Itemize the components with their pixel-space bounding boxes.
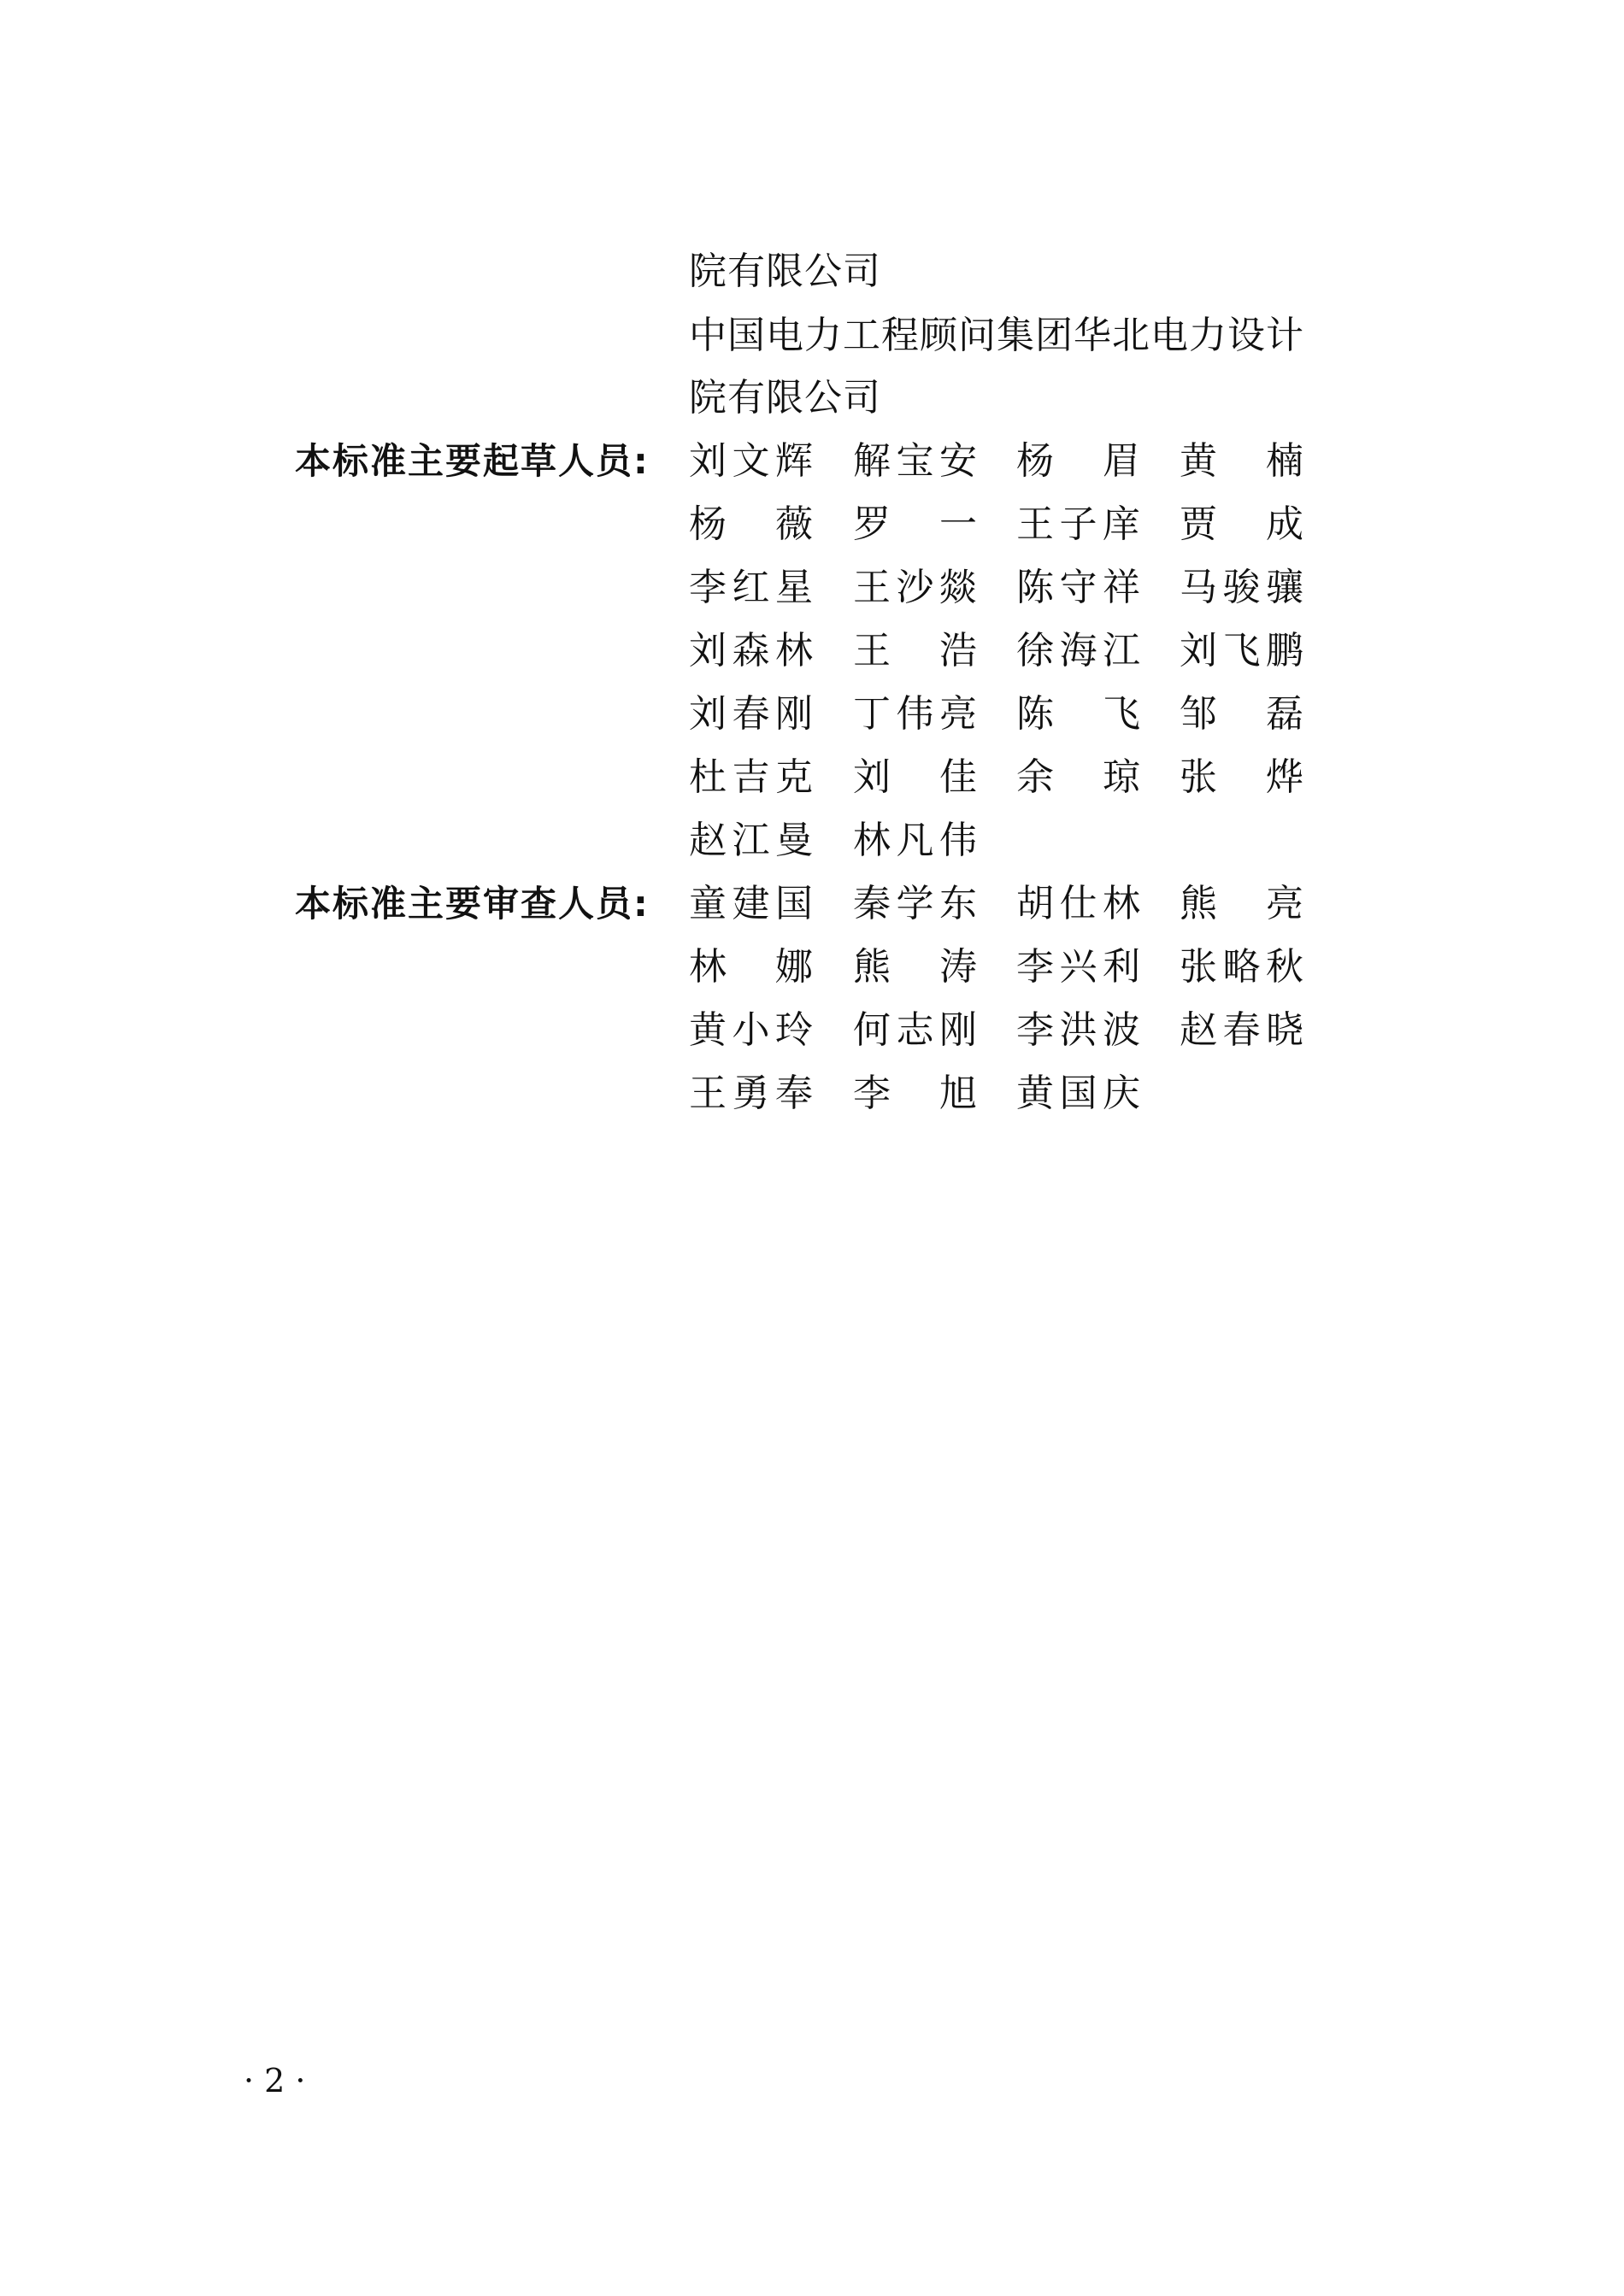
- drafter-name: 李红星: [689, 566, 813, 609]
- drafters-row: [689, 437, 1373, 485]
- drafter-name: 杨 薇: [689, 502, 813, 546]
- drafters-row: [689, 754, 1373, 802]
- reviewer-name: 黄小玲: [689, 1008, 813, 1052]
- drafter-name: 刘文辉: [689, 439, 813, 483]
- drafter-name: 罗 一: [853, 502, 977, 546]
- drafter-name: 马骏骧: [1180, 566, 1303, 609]
- reviewer-name: 秦学东: [853, 882, 977, 925]
- reviewer-name: 黄国庆: [1016, 1072, 1140, 1115]
- drafter-name: 杨 眉: [1016, 439, 1140, 483]
- drafter-name: 陈守祥: [1016, 566, 1140, 609]
- drafters-row: [689, 627, 1373, 675]
- drafter-name: 丁伟亮: [853, 692, 977, 736]
- drafters-row: [689, 817, 1373, 865]
- reviewer-name: 熊 亮: [1180, 882, 1303, 925]
- drafter-name: 贾 成: [1180, 502, 1303, 546]
- reviewers-row: [689, 943, 1373, 991]
- drafter-name: 王子庠: [1016, 502, 1140, 546]
- reviewers-row: [689, 1007, 1373, 1054]
- page-number: · 2 ·: [244, 2062, 306, 2099]
- drafter-name: 余 琼: [1016, 755, 1140, 799]
- organization-line: 中国电力工程顾问集团华北电力设计: [689, 314, 1304, 357]
- reviewers-row: [689, 1070, 1373, 1118]
- reviewer-name: 张略秋: [1180, 945, 1303, 989]
- reviewer-name: 赵春晓: [1180, 1008, 1303, 1052]
- reviewer-name: 李洪波: [1016, 1008, 1140, 1052]
- reviewer-name: 熊 涛: [853, 945, 977, 989]
- drafter-name: 陈 飞: [1016, 692, 1140, 736]
- reviewer-name: 何志刚: [853, 1008, 977, 1052]
- drafters-label: 本标准主要起草人员:: [295, 440, 650, 482]
- drafters-row: [689, 564, 1373, 612]
- reviewers-label: 本标准主要审查人员:: [295, 883, 650, 925]
- drafter-name: 邹 磊: [1180, 692, 1303, 736]
- drafters-row: [689, 690, 1373, 738]
- reviewer-name: 李兴利: [1016, 945, 1140, 989]
- drafter-name: 王 浩: [853, 629, 977, 672]
- drafter-name: 刘春刚: [689, 692, 813, 736]
- organization-line: 院有限公司: [689, 376, 881, 420]
- reviewer-name: 李 旭: [853, 1072, 977, 1115]
- drafter-name: 张 烨: [1180, 755, 1303, 799]
- reviewer-name: 王勇奉: [689, 1072, 813, 1115]
- drafter-name: 徐海江: [1016, 629, 1140, 672]
- reviewer-name: 胡仕林: [1016, 882, 1140, 925]
- drafters-row: [689, 501, 1373, 549]
- drafter-name: 刘森林: [689, 629, 813, 672]
- drafter-name: 林凡伟: [853, 819, 977, 862]
- drafter-name: 刘 佳: [853, 755, 977, 799]
- reviewers-row: [689, 880, 1373, 928]
- reviewer-name: 林 娜: [689, 945, 813, 989]
- reviewer-name: 童建国: [689, 882, 813, 925]
- drafter-name: 杜吉克: [689, 755, 813, 799]
- drafter-name: 解宝安: [853, 439, 977, 483]
- drafter-name: 赵江曼: [689, 819, 813, 862]
- drafter-name: 黄 楠: [1180, 439, 1303, 483]
- drafter-name: 刘飞鹏: [1180, 629, 1303, 672]
- organization-line: 院有限公司: [689, 250, 881, 293]
- drafter-name: 王沙燚: [853, 566, 977, 609]
